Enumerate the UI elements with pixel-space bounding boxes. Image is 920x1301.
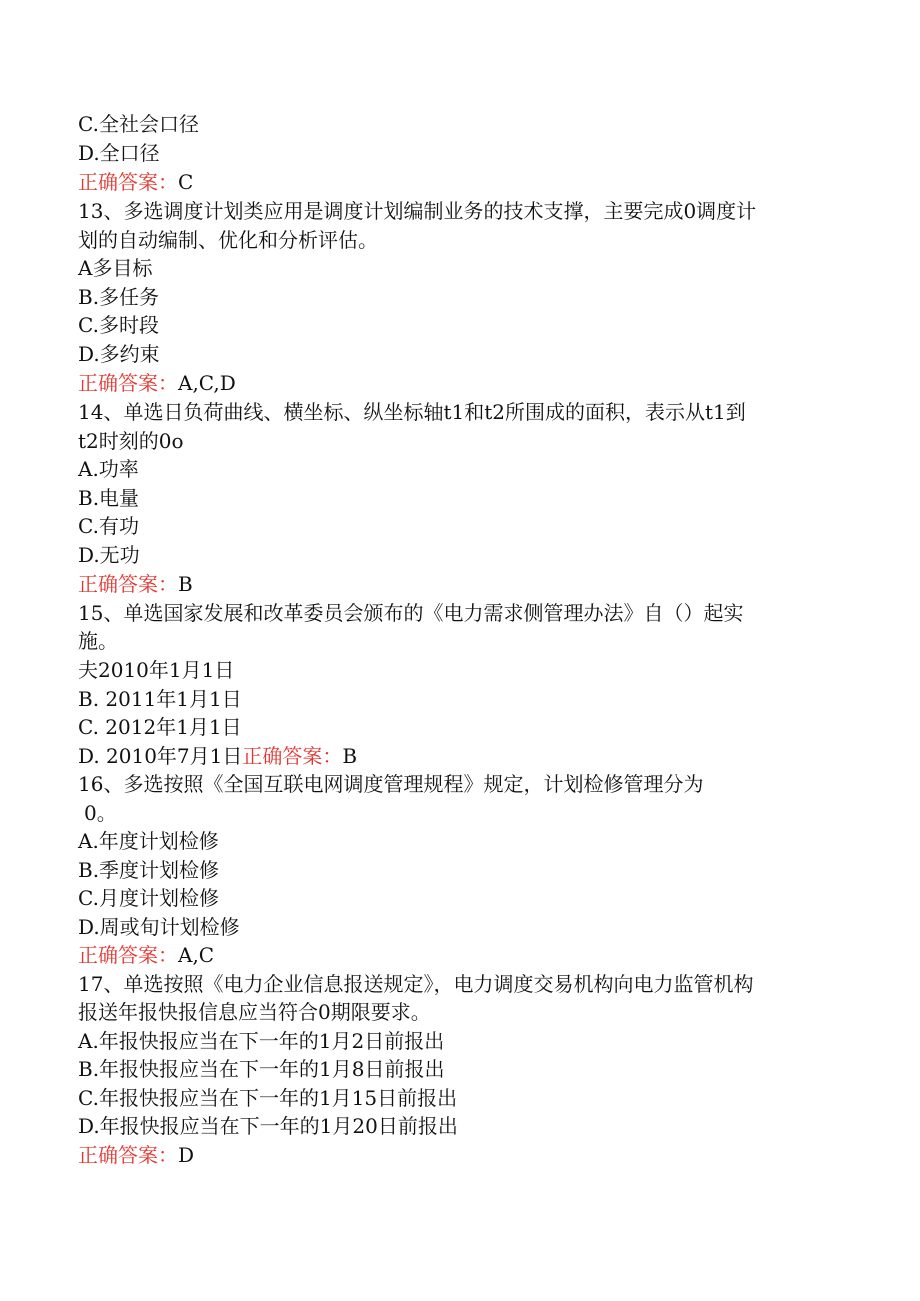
q13-option-b: B.多任务 (78, 285, 160, 309)
question-17-text: 17、单选按照《电力企业信息报送规定》，电力调度交易机构向电力监管机构 (78, 972, 754, 996)
q16-option-a: A.年度计划检修 (78, 829, 219, 853)
answer-value: A,C (178, 943, 215, 967)
q17-answer-line (78, 1141, 194, 1169)
question-15-text-cont: 施。 (78, 629, 118, 653)
q14-option-c: C.有功 (78, 514, 139, 538)
q17-option-b: B.年报快报应当在下一年的1月8日前报出 (78, 1057, 445, 1081)
answer-value: D (178, 1143, 195, 1167)
q13-option-a: A多目标 (78, 256, 153, 280)
q16-option-d: D.周或旬计划检修 (78, 915, 240, 939)
q13-option-d: D.多约束 (78, 342, 160, 366)
question-16-text: 16、多选按照《全国互联电网调度管理规程》规定，计划检修管理分为 (78, 772, 704, 796)
q17-option-c: C.年报快报应当在下一年的1月15日前报出 (78, 1086, 458, 1110)
q15-option-b: B. 2011年1月1日 (78, 687, 242, 711)
answer-label: 正确答案： (78, 1143, 178, 1167)
q15-option-c: C. 2012年1月1日 (78, 715, 242, 739)
question-13-text-cont: 划的自动编制、优化和分析评估。 (78, 228, 378, 252)
answer-label: 正确答案： (78, 943, 178, 967)
q13-answer-line (78, 369, 236, 397)
option-c: C.全社会口径 (78, 112, 199, 136)
q15-option-d-with-answer (78, 742, 357, 770)
q16-option-c: C.月度计划检修 (78, 886, 219, 910)
q16-option-b: B.季度计划检修 (78, 858, 220, 882)
q16-answer-line (78, 941, 214, 969)
answer-value: B (178, 572, 193, 596)
question-13-text: 13、多选调度计划类应用是调度计划编制业务的技术支撑，主要完成0调度计 (78, 199, 757, 223)
answer-label: 正确答案： (78, 170, 178, 194)
question-15-text: 15、单选国家发展和改革委员会颁布的《电力需求侧管理办法》自（）起实 (78, 601, 744, 625)
answer-value: B (342, 744, 358, 768)
q14-option-a: A.功率 (78, 457, 139, 481)
question-17-text-cont: 报送年报快报信息应当符合0期限要求。 (78, 1000, 431, 1024)
q13-option-c: C.多时段 (78, 313, 159, 337)
q14-option-d: D.无功 (78, 543, 140, 567)
question-16-text-cont: 0。 (84, 801, 117, 825)
option-d: D.全口径 (78, 141, 160, 165)
answer-label: 正确答案： (78, 371, 178, 395)
answer-value: C (178, 170, 194, 194)
answer-label: 正确答案： (242, 744, 343, 768)
answer-line (78, 168, 193, 196)
q14-answer-line (78, 570, 193, 598)
answer-label: 正确答案： (78, 572, 178, 596)
q17-option-a: A.年报快报应当在下一年的1月2日前报出 (78, 1029, 445, 1053)
q15-option-d: D. 2010年7月1日 (78, 744, 243, 768)
question-14-text: 14、单选日负荷曲线、横坐标、纵坐标轴t1和t2所围成的面积，表示从t1到 (78, 400, 746, 424)
answer-value: A,C,D (178, 371, 236, 395)
question-14-text-cont: t2时刻的0o (78, 429, 184, 453)
q14-option-b: B.电量 (78, 486, 140, 510)
q17-option-d: D.年报快报应当在下一年的1月20日前报出 (78, 1114, 458, 1138)
q15-option-a: 夫2010年1月1日 (78, 658, 235, 682)
